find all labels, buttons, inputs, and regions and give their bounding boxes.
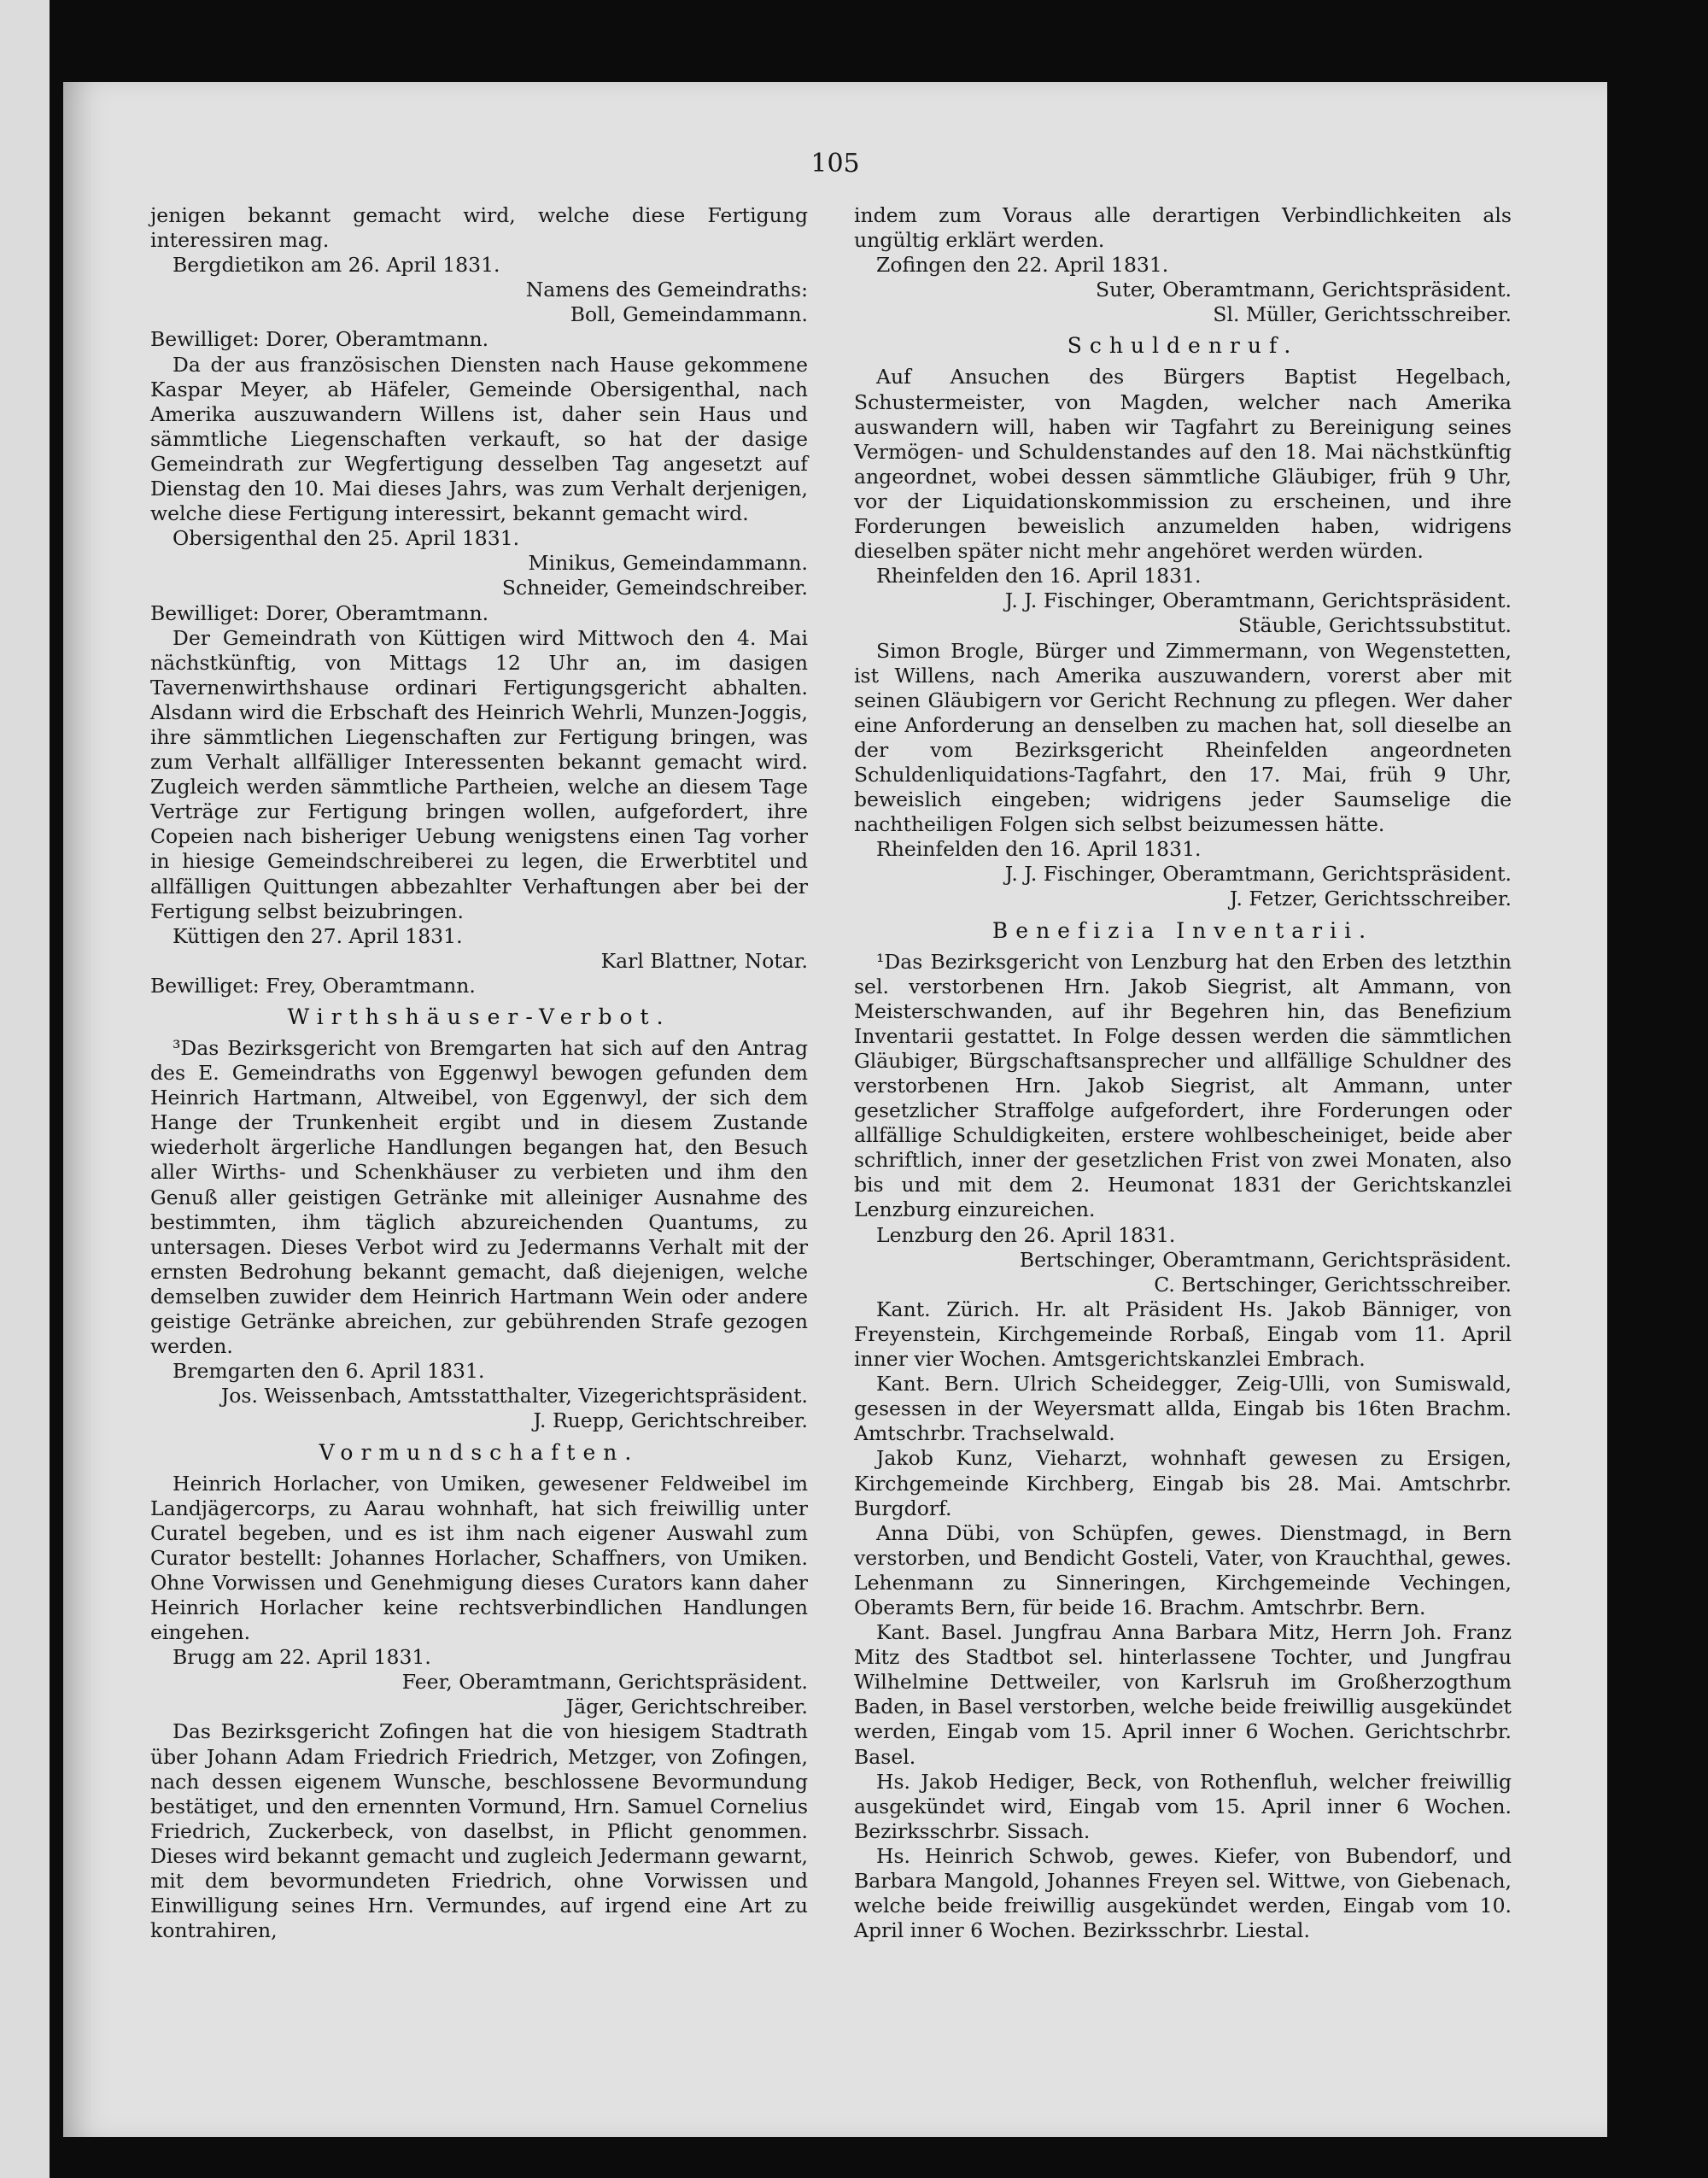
paragraph: Heinrich Horlacher, von Umiken, gewesener Feldweibel im Landjägercorps, zu Aarau wohnhaft, hat sich freiwillig unter Curatel begeben, und es ist ihm nach eigener Auswahl zum Curator bestellt: Johannes Horlacher, Schaffners, von Umiken. Ohne Vorwissen und Genehmigung dieses Curators kann daher Heinrich Horlacher keine rechtsverbindlichen Handlungen eingehen. bbox=[150, 1471, 808, 1645]
paragraph: Kant. Bern. Ulrich Scheidegger, Zeig-Ulli, von Sumiswald, gesessen in der Weyersmatt allda, Eingab bis 16ten Brachm. Amtschrbr. Trachselwald. bbox=[854, 1372, 1512, 1446]
date-line: Rheinfelden den 16. April 1831. bbox=[876, 837, 1202, 862]
paragraph: Anna Dübi, von Schüpfen, gewes. Dienstmagd, in Bern verstorben, und Bendicht Gosteli, Vater, von Krauchthal, gewes. Lehenmann zu Sinneringen, Kirchgemeinde Vechingen, Oberamts Bern, für beide 16. Brachm. Amtschrbr. Bern. bbox=[854, 1520, 1512, 1619]
paragraph: ¹Das Bezirksgericht von Lenzburg hat den Erben des letzthin sel. verstorbenen Hrn. Jakob Siegrist, alt Ammann, von Meisterschwanden, auf ihr Begehren hin, das Benefizium Inventarii gestattet. In Folge dessen werden die sämmtlichen Gläubiger, Bürgschaftsansprecher und allfällige Schuldner des verstorbenen Hrn. Jakob Siegrist, alt Ammann, unter gesetzlicher Straffolge aufgefordert, ihre Forderungen oder allfällige Schuldigkeiten, erstere wohlbescheiniget, beide aber schriftlich, inner der gesetzlichen Frist von zwei Monaten, also bis und mit dem 2. Heumonat 1831 der Gerichtskanzlei Lenzburg einzureichen. bbox=[854, 949, 1512, 1222]
page-number: 105 bbox=[810, 149, 860, 179]
signature-line: Boll, Gemeindammann. bbox=[570, 302, 808, 327]
paragraph: Simon Brogle, Bürger und Zimmermann, von Wegenstetten, ist Willens, nach Amerika auszuwandern, vorerst aber mit seinen Gläubigern vor Gericht Rechnung zu pflegen. Wer daher eine Anforderung an denselben zu machen hat, soll dieselbe an der vom Bezirksgericht Rheinfelden angeordneten Schuldenliquidations-Tagfahrt, den 17. Mai, früh 9 Uhr, beweislich eingeben; widrigens jeder Saumselige die nachtheiligen Folgen sich selbst beizumessen hätte. bbox=[854, 638, 1512, 837]
date-line: Brugg am 22. April 1831. bbox=[173, 1645, 431, 1670]
paragraph: Da der aus französischen Diensten nach Hause gekommene Kaspar Meyer, ab Häfeler, Gemeinde Obersigenthal, nach Amerika auszuwandern Willens ist, daher sein Haus und sämmtliche Liegenschaften verkauft, so hat der dasige Gemeindrath zur Wegfertigung desselben Tag angesetzt auf Dienstag den 10. Mai dieses Jahrs, was zum Verhalt derjenigen, welche diese Fertigung interessirt, bekannt gemacht wird. bbox=[150, 352, 808, 526]
signature-line: Namens des Gemeindraths: bbox=[525, 278, 808, 302]
date-line: Lenzburg den 26. April 1831. bbox=[876, 1222, 1176, 1247]
paragraph: Bewilliget: Frey, Oberamtmann. bbox=[150, 973, 476, 998]
signature-line: J. Ruepp, Gerichtschreiber. bbox=[533, 1408, 808, 1433]
newspaper-page bbox=[63, 82, 1607, 2137]
signature-line: Bertschinger, Oberamtmann, Gerichtspräsident. bbox=[1019, 1247, 1512, 1272]
signature-line: Karl Blattner, Notar. bbox=[600, 948, 808, 973]
signature-line: J. J. Fischinger, Oberamtmann, Gerichtspräsident. bbox=[1004, 862, 1512, 887]
paragraph: Hs. Heinrich Schwob, gewes. Kiefer, von Bubendorf, und Barbara Mangold, Johannes Freyen sel. Wittwe, von Giebenach, welche beide freiwillig ausgekündet werden, Eingab vom 10. April inner 6 Wochen. Bezirksschrbr. Liestal. bbox=[854, 1843, 1512, 1943]
date-line: Zofingen den 22. April 1831. bbox=[876, 253, 1169, 278]
paragraph: jenigen bekannt gemacht wird, welche diese Fertigung interessiren mag. bbox=[150, 203, 808, 253]
date-line: Bremgarten den 6. April 1831. bbox=[173, 1359, 485, 1384]
section-heading: Schuldenruf. bbox=[1067, 333, 1299, 359]
paragraph: Kant. Zürich. Hr. alt Präsident Hs. Jakob Bänniger, von Freyenstein, Kirchgemeinde Rorbaß, Eingab vom 11. April inner vier Wochen. Amtsgerichtskanzlei Embrach. bbox=[854, 1297, 1512, 1372]
signature-line: Sl. Müller, Gerichtsschreiber. bbox=[1213, 302, 1512, 327]
signature-line: J. J. Fischinger, Oberamtmann, Gerichtspräsident. bbox=[1004, 588, 1512, 613]
paragraph: Auf Ansuchen des Bürgers Baptist Hegelbach, Schustermeister, von Magden, welcher nach Amerika auswandern will, haben wir Tagfahrt zu Bereinigung seines Vermögen- und Schuldenstandes auf den 18. Mai nächstkünftig angeordnet, wobei dessen sämmtliche Gläubiger, früh 9 Uhr, vor der Liquidationskommission zu erscheinen, und ihre Forderungen beweislich anzumelden haben, widrigens dieselben später nicht mehr angehöret werden würden. bbox=[854, 365, 1512, 564]
paragraph: Das Bezirksgericht Zofingen hat die von hiesigem Stadtrath über Johann Adam Friedrich Friedrich, Metzger, von Zofingen, nach dessen eigenem Wunsche, beschlossene Bevormundung bestätiget, und den ernennten Vormund, Hrn. Samuel Cornelius Friedrich, Zuckerbeck, von daselbst, in Pflicht genommen. Dieses wird bekannt gemacht und zugleich Jedermann gewarnt, mit dem bevormundeten Friedrich, ohne Vorwissen und Einwilligung seines Hrn. Vermundes, auf irgend eine Art zu kontrahiren, bbox=[150, 1719, 808, 1943]
paragraph: Jakob Kunz, Vieharzt, wohnhaft gewesen zu Ersigen, Kirchgemeinde Kirchberg, Eingab bis 28. Mai. Amtschrbr. Burgdorf. bbox=[854, 1446, 1512, 1520]
left-column bbox=[150, 203, 808, 1943]
signature-line: Suter, Oberamtmann, Gerichtspräsident. bbox=[1096, 278, 1512, 302]
section-heading: Wirthshäuser-Verbot. bbox=[287, 1004, 671, 1029]
section-heading: Vormundschaften. bbox=[319, 1439, 640, 1465]
date-line: Küttigen den 27. April 1831. bbox=[173, 923, 463, 948]
signature-line: J. Fetzer, Gerichtsschreiber. bbox=[1229, 887, 1512, 911]
paragraph: Bewilliget: Dorer, Oberamtmann. bbox=[150, 327, 489, 352]
signature-line: Stäuble, Gerichtssubstitut. bbox=[1237, 613, 1512, 638]
signature-line: Jäger, Gerichtschreiber. bbox=[565, 1695, 808, 1719]
signature-line: Feer, Oberamtmann, Gerichtspräsident. bbox=[401, 1670, 808, 1695]
facing-page-edge bbox=[0, 0, 50, 2178]
paragraph: indem zum Voraus alle derartigen Verbindlichkeiten als ungültig erklärt werden. bbox=[854, 203, 1512, 253]
signature-line: Jos. Weissenbach, Amtsstatthalter, Vizegerichtspräsident. bbox=[220, 1384, 808, 1408]
signature-line: Schneider, Gemeindschreiber. bbox=[501, 576, 808, 600]
paragraph: Hs. Jakob Hediger, Beck, von Rothenfluh, welcher freiwillig ausgekündet wird, Eingab vom 15. April inner 6 Wochen. Bezirksschrbr. Sissach. bbox=[854, 1769, 1512, 1843]
date-line: Obersigenthal den 25. April 1831. bbox=[173, 526, 520, 551]
signature-line: Minikus, Gemeindammann. bbox=[528, 551, 808, 576]
paragraph: Der Gemeindrath von Küttigen wird Mittwoch den 4. Mai nächstkünftig, von Mittags 12 Uhr an, im dasigen Tavernenwirthshause ordinari Fertigungsgericht abhalten. Alsdann wird die Erbschaft des Heinrich Wehrli, Munzen-Joggis, ihre sämmtlichen Liegenschaften zur Fertigung bringen, was zum Verhalt allfälliger Interessenten bekannt gemacht wird. Zugleich werden sämmtliche Partheien, welche an diesem Tage Verträge zur Fertigung bringen wollen, aufgefordert, ihre Copeien nach bisheriger Uebung wenigstens einen Tag vorher in hiesige Gemeindschreiberei zu legen, die Erwerbtitel und allfälligen Quittungen abbezahlter Verhaftungen aber bei der Fertigung selbst beizubringen. bbox=[150, 625, 808, 923]
section-heading: Benefizia Inventarii. bbox=[991, 917, 1374, 943]
paragraph: Kant. Basel. Jungfrau Anna Barbara Mitz, Herrn Joh. Franz Mitz des Stadtbot sel. hinterlassene Tochter, und Jungfrau Wilhelmine Dettweiler, von Karlsruh im Großherzogthum Baden, in Basel verstorben, welche beide freiwillig ausgekündet werden, Eingab vom 15. April inner 6 Wochen. Gerichtschrbr. Basel. bbox=[854, 1620, 1512, 1769]
signature-line: C. Bertschinger, Gerichtsschreiber. bbox=[1154, 1272, 1512, 1297]
date-line: Bergdietikon am 26. April 1831. bbox=[173, 253, 500, 278]
paragraph: Bewilliget: Dorer, Oberamtmann. bbox=[150, 600, 489, 625]
date-line: Rheinfelden den 16. April 1831. bbox=[876, 564, 1202, 588]
paragraph: ³Das Bezirksgericht von Bremgarten hat sich auf den Antrag des E. Gemeindraths von Eggenwyl bewogen gefunden dem Heinrich Hartmann, Altweibel, von Eggenwyl, der sich dem Hange der Trunkenheit ergibt und in diesem Zustande wiederholt ärgerliche Handlungen begangen hat, den Besuch aller Wirths- und Schenkhäuser zu verbieten und ihm den Genuß aller geistigen Getränke mit alleiniger Ausnahme des bestimmten, ihm täglich abzureichenden Quantums, zu untersagen. Dieses Verbot wird zu Jedermanns Verhalt mit der ernsten Bedrohung bekannt gemacht, daß diejenigen, welche demselben zuwider dem Heinrich Hartmann Wein oder andere geistige Getränke abreichen, zur gebührenden Strafe gezogen werden. bbox=[150, 1036, 808, 1359]
right-column bbox=[854, 203, 1512, 1943]
